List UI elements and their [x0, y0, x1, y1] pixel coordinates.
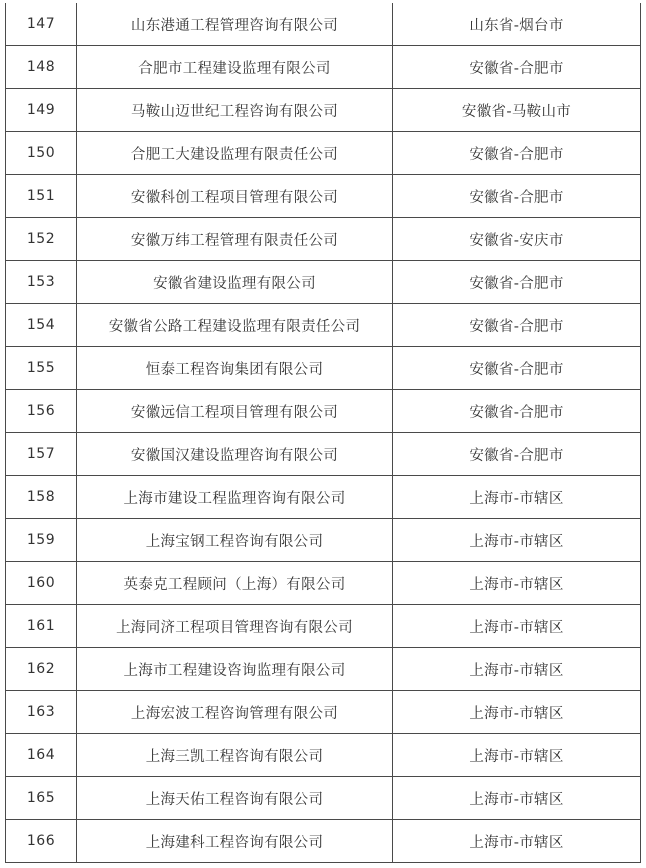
row-number: 150 [6, 132, 77, 175]
company-location: 安徽省-合肥市 [393, 433, 641, 476]
row-number: 160 [6, 562, 77, 605]
company-location: 上海市-市辖区 [393, 648, 641, 691]
company-location: 上海市-市辖区 [393, 777, 641, 820]
table-row [6, 648, 641, 691]
row-number: 157 [6, 433, 77, 476]
company-name: 上海宏波工程咨询管理有限公司 [77, 691, 393, 734]
company-name: 上海同济工程项目管理咨询有限公司 [77, 605, 393, 648]
table-row [6, 175, 641, 218]
company-location: 安徽省-合肥市 [393, 304, 641, 347]
row-number: 149 [6, 89, 77, 132]
company-location: 安徽省-合肥市 [393, 390, 641, 433]
row-number: 155 [6, 347, 77, 390]
row-number: 163 [6, 691, 77, 734]
company-name: 合肥市工程建设监理有限公司 [77, 46, 393, 89]
company-name: 上海建科工程咨询有限公司 [77, 820, 393, 863]
company-table-container [5, 3, 640, 863]
table-row [6, 605, 641, 648]
company-name: 上海宝钢工程咨询有限公司 [77, 519, 393, 562]
table-row [6, 304, 641, 347]
table-row [6, 734, 641, 777]
company-name: 安徽省建设监理有限公司 [77, 261, 393, 304]
table-row [6, 132, 641, 175]
row-number: 147 [6, 3, 77, 46]
company-location: 安徽省-合肥市 [393, 46, 641, 89]
table-row [6, 3, 641, 46]
table-row [6, 347, 641, 390]
company-location: 上海市-市辖区 [393, 519, 641, 562]
company-name: 上海市建设工程监理咨询有限公司 [77, 476, 393, 519]
company-location: 安徽省-合肥市 [393, 261, 641, 304]
company-location: 安徽省-合肥市 [393, 175, 641, 218]
table-row [6, 562, 641, 605]
row-number: 158 [6, 476, 77, 519]
row-number: 154 [6, 304, 77, 347]
row-number: 151 [6, 175, 77, 218]
row-number: 152 [6, 218, 77, 261]
row-number: 164 [6, 734, 77, 777]
table-row [6, 218, 641, 261]
company-name: 英泰克工程顾问（上海）有限公司 [77, 562, 393, 605]
table-row [6, 777, 641, 820]
company-location: 上海市-市辖区 [393, 820, 641, 863]
company-location: 上海市-市辖区 [393, 691, 641, 734]
table-row [6, 89, 641, 132]
company-location: 安徽省-马鞍山市 [393, 89, 641, 132]
row-number: 165 [6, 777, 77, 820]
company-name: 安徽万纬工程管理有限责任公司 [77, 218, 393, 261]
table-row [6, 820, 641, 863]
table-row [6, 691, 641, 734]
table-row [6, 433, 641, 476]
company-location: 安徽省-安庆市 [393, 218, 641, 261]
company-name: 合肥工大建设监理有限责任公司 [77, 132, 393, 175]
company-location: 上海市-市辖区 [393, 605, 641, 648]
company-name: 山东港通工程管理咨询有限公司 [77, 3, 393, 46]
company-location: 安徽省-合肥市 [393, 132, 641, 175]
row-number: 166 [6, 820, 77, 863]
company-location: 山东省-烟台市 [393, 3, 641, 46]
table-row [6, 390, 641, 433]
company-name: 上海市工程建设咨询监理有限公司 [77, 648, 393, 691]
row-number: 156 [6, 390, 77, 433]
row-number: 159 [6, 519, 77, 562]
table-row [6, 261, 641, 304]
company-name: 马鞍山迈世纪工程咨询有限公司 [77, 89, 393, 132]
table-row [6, 476, 641, 519]
company-location: 上海市-市辖区 [393, 476, 641, 519]
company-location: 上海市-市辖区 [393, 734, 641, 777]
row-number: 161 [6, 605, 77, 648]
company-name: 安徽科创工程项目管理有限公司 [77, 175, 393, 218]
company-location: 上海市-市辖区 [393, 562, 641, 605]
table-row [6, 46, 641, 89]
company-name: 恒泰工程咨询集团有限公司 [77, 347, 393, 390]
row-number: 148 [6, 46, 77, 89]
row-number: 162 [6, 648, 77, 691]
table-row [6, 519, 641, 562]
company-name: 安徽国汉建设监理咨询有限公司 [77, 433, 393, 476]
company-table [5, 3, 641, 863]
company-name: 安徽省公路工程建设监理有限责任公司 [77, 304, 393, 347]
company-location: 安徽省-合肥市 [393, 347, 641, 390]
row-number: 153 [6, 261, 77, 304]
company-name: 安徽远信工程项目管理有限公司 [77, 390, 393, 433]
company-name: 上海三凯工程咨询有限公司 [77, 734, 393, 777]
company-name: 上海天佑工程咨询有限公司 [77, 777, 393, 820]
